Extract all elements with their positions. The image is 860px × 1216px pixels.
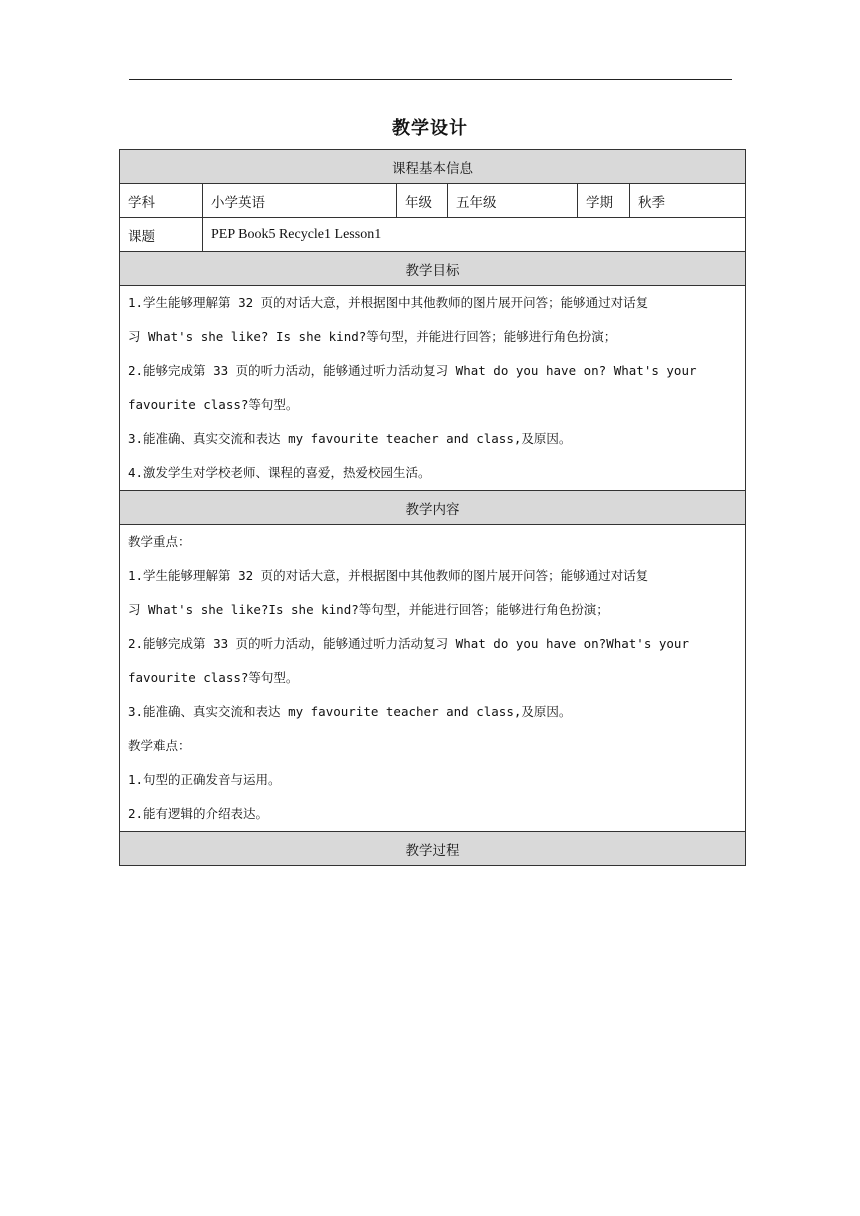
content-cell (120, 525, 746, 832)
header-rule (129, 79, 732, 80)
content-header-row (120, 491, 746, 525)
topic-row (120, 218, 746, 252)
basic-info-heading: 课程基本信息 (120, 150, 746, 184)
subject-value: 小学英语 (203, 184, 397, 218)
objective-line: 4.激发学生对学校老师、课程的喜爱，热爱校园生活。 (128, 465, 431, 480)
objective-line: favourite class?等句型。 (128, 397, 299, 412)
document-title: 教学设计 (392, 118, 468, 139)
basic-info-header-row (120, 150, 746, 184)
content-line: 2.能有逻辑的介绍表达。 (128, 806, 269, 821)
content-line: 习 What's she like?Is she kind?等句型，并能进行回答；能够进行角色扮演； (128, 602, 609, 617)
content-row (120, 525, 746, 832)
term-label: 学期 (578, 184, 630, 218)
objective-line: 2.能够完成第 33 页的听力活动，能够通过听力活动复习 What do you have on? What's your (128, 363, 697, 378)
content-line: 1.句型的正确发音与运用。 (128, 772, 281, 787)
subject-row (120, 184, 746, 218)
content-line: 3.能准确、真实交流和表达 my favourite teacher and class,及原因。 (128, 704, 572, 719)
objective-line: 3.能准确、真实交流和表达 my favourite teacher and class,及原因。 (128, 431, 572, 446)
content-heading: 教学内容 (120, 491, 746, 525)
objectives-heading: 教学目标 (120, 252, 746, 286)
objectives-header-row (120, 252, 746, 286)
objective-line: 习 What's she like? Is she kind?等句型，并能进行回答；能够进行角色扮演； (128, 329, 617, 344)
content-line: 教学难点： (128, 738, 191, 753)
grade-label: 年级 (397, 184, 448, 218)
content-line: 教学重点： (128, 534, 191, 549)
topic-label: 课题 (120, 218, 203, 252)
process-heading: 教学过程 (120, 832, 746, 866)
content-line: 2.能够完成第 33 页的听力活动，能够通过听力活动复习 What do you have on?What's your (128, 636, 689, 651)
objectives-cell (120, 286, 746, 491)
subject-label: 学科 (120, 184, 203, 218)
topic-value: PEP Book5 Recycle1 Lesson1 (203, 218, 746, 252)
lesson-plan-table (119, 149, 746, 866)
objectives-row (120, 286, 746, 491)
objective-line: 1.学生能够理解第 32 页的对话大意，并根据图中其他教师的图片展开问答；能够通过对话复 (128, 295, 649, 310)
term-value: 秋季 (630, 184, 746, 218)
content-line: favourite class?等句型。 (128, 670, 299, 685)
grade-value: 五年级 (448, 184, 578, 218)
process-header-row (120, 832, 746, 866)
content-line: 1.学生能够理解第 32 页的对话大意，并根据图中其他教师的图片展开问答；能够通过对话复 (128, 568, 649, 583)
